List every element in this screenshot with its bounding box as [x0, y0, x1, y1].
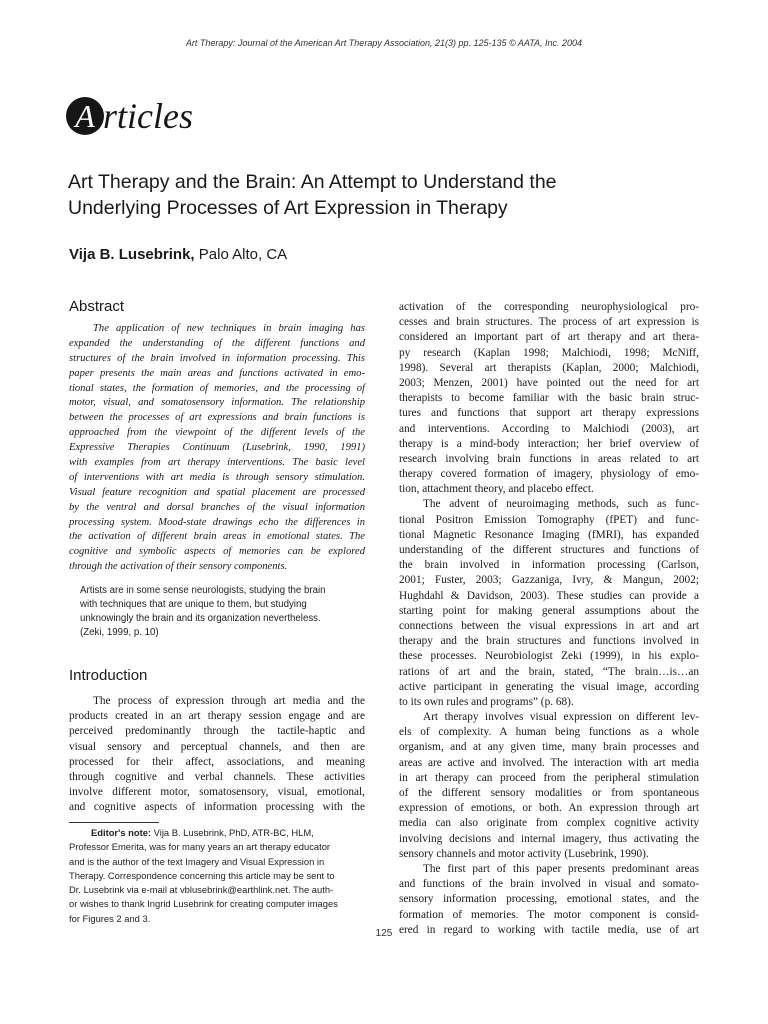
right-column-line: 1998). Several art therapists (Kaplan, 2000; Malchiodi, [399, 361, 699, 374]
editors-note-line: Therapy. Correspondence concerning this article may be sent to [69, 869, 335, 881]
right-column-line: 2001; Fuster, 2003; Gazzaniga, Ivry, & Mangun, 2002; [399, 574, 699, 587]
right-column-line: Art therapy involves visual expression on different lev- [423, 711, 699, 724]
right-column-line: areas are active and involved. The interaction with art media [399, 756, 699, 769]
right-column-line: activation of the corresponding neurophysiological pro- [399, 301, 699, 313]
right-column-line: to its own rules and programs” (p. 68). [399, 695, 574, 708]
right-column-line: sensory information processing, emotional states, and the [399, 893, 699, 906]
right-column-line: els of complexity. A human being functions as a whole [399, 726, 699, 739]
abstract-line: by the ventral and dorsal branches of the visual information [69, 501, 365, 513]
epigraph-quote [80, 584, 364, 640]
right-column-body [399, 300, 699, 938]
abstract-line: Visual feature recognition and spatial placement are processed [69, 486, 365, 498]
editors-note [69, 826, 365, 926]
abstract-line: through the activation of their sensory components. [69, 561, 288, 573]
intro-line: through cognitive and verbal channels. These activities [69, 770, 365, 783]
articles-logo [66, 92, 193, 140]
right-column-line: Hughdahl & Davidson, 2003). These studies can provide a [399, 589, 699, 602]
introduction-body [69, 694, 365, 816]
right-column-line: tional Positron Emission Tomography (fPET) and func- [399, 513, 699, 526]
right-column-line: the brain involved in information processing (Carlson, [399, 559, 699, 572]
quote-line: with techniques that are unique to them, but studying [80, 599, 307, 610]
editors-note-line: Professor Emerita, was for many years an art therapy educator [69, 841, 331, 853]
right-column-line: these processes. Neurobiologist Zeki (1999), in his explo- [399, 650, 699, 663]
abstract-line: The application of new techniques in brain imaging has [93, 323, 365, 334]
right-column-line: and interventions. According to Malchiodi (2003), art [399, 422, 699, 435]
right-column-line: therapy covered formation of imagery, physiology of emo- [399, 468, 699, 481]
abstract-heading: Abstract [69, 298, 125, 315]
right-column-line: tures and functions that support art therapy expressions [399, 407, 699, 420]
right-column-line: starting point for making general assumptions about the [399, 604, 699, 617]
right-column-line: py research (Kaplan 1998; Malchiodi, 1998; McNiff, [399, 346, 699, 359]
editors-note-line: for Figures 2 and 3. [69, 912, 151, 924]
right-column-line: understanding of the different structures and functions of [399, 544, 699, 556]
abstract-line: Expressive Therapies Continuum (Lusebrink, 1990, 1991) [69, 442, 365, 454]
right-column-line: ered in regard to working with tactile media, use of art [399, 923, 699, 936]
right-column-line: organism, and at any given time, many brain processes and [399, 741, 699, 754]
right-column-line: connections between the visual expressions in art and art [399, 619, 699, 632]
abstract-line: tional states, the formation of memories, and the processing of [69, 382, 365, 394]
right-column-line: 2003; Menzen, 2001) have pointed out the need for art [399, 376, 699, 389]
editors-note-line: Dr. Lusebrink via e-mail at vblusebrink@earthlink.net. The auth- [69, 884, 334, 896]
right-column-line: tional Magnetic Resonance Imaging (fMRI), has expanded [399, 528, 699, 541]
editors-note-label: Editor's note: [91, 827, 152, 838]
right-column-line: research involving brain functions in areas related to art [399, 452, 699, 465]
footnote-divider [69, 822, 159, 823]
right-column-line: media can also originate from complex cognitive activity [399, 817, 699, 830]
right-column-line: in art therapy can proceed from the peripheral stimulation [399, 771, 699, 784]
abstract-line: of interventions with art media is through sensory stimulation. [69, 471, 365, 483]
abstract-line: the activation of different brain areas in emotional states. The [69, 531, 365, 543]
abstract-line: expanded the understanding of the different functions and [69, 337, 365, 349]
intro-line: involve different motor, somatosensory, visual, emotional, [69, 786, 365, 799]
editors-note-line: or wishes to thank Ingrid Lusebrink for creating computer images [69, 898, 338, 910]
right-column-line: considered an important part of art therapy and art thera- [399, 331, 699, 344]
author-location: Palo Alto, CA [198, 246, 288, 263]
abstract-line: processing system. Mood-state drawings echo the differences in [69, 516, 365, 528]
right-column-line: rations of art and the brain, stated, “The brain…is…an [399, 665, 699, 678]
logo-initial-circle: A [66, 97, 104, 135]
right-column-line: The first part of this paper presents predominant areas [423, 862, 699, 875]
abstract-line: structures of the brain involved in information processing. This [69, 352, 365, 364]
author-line [69, 246, 287, 263]
right-column-line: formation of memories. The motor component is consid- [399, 908, 699, 921]
right-column-line: sensory channels and motor activity (Lusebrink, 1990). [399, 847, 649, 860]
abstract-line: cognitive and symbolic aspects of memories can be explored [69, 546, 365, 558]
right-column-line: therapy is a mind-body interaction; her brief overview of [399, 437, 699, 450]
abstract-line: with examples from art therapy interventions. The basic level [69, 457, 365, 469]
article-title [68, 169, 728, 221]
right-column-line: active participant in generating the visual image, according [399, 680, 699, 693]
right-column-line: involving decisions and internal imagery, thus activating the [399, 832, 699, 845]
right-column-line: tion, attachment theory, and placebo effect. [399, 483, 594, 496]
title-line-2: Underlying Processes of Art Expression in Therapy [68, 197, 508, 219]
intro-line: products created in an art therapy session engage and are [69, 710, 365, 723]
introduction-heading: Introduction [69, 667, 148, 684]
abstract-line: between the processes of art expressions and brain functions is [69, 412, 365, 424]
abstract-body [69, 322, 365, 575]
right-column-line: of the different sensory modalities or from spontaneous [399, 787, 699, 799]
author-name: Vija B. Lusebrink, [69, 246, 195, 263]
title-line-1: Art Therapy and the Brain: An Attempt to Understand the [68, 171, 557, 193]
page-number: 125 [375, 928, 393, 939]
intro-line: The process of expression through art media and the [93, 695, 365, 707]
right-column-line: therapy and the brain structures and functions involved in [399, 635, 699, 648]
quote-line: Artists are in some sense neurologists, studying the brain [80, 585, 326, 596]
right-column-line: and functions of the brain involved in visual and somato- [399, 878, 699, 891]
intro-line: perceived predominantly through the tactile-haptic and [69, 725, 365, 738]
right-column-line: therapists to become familiar with the basic brain struc- [399, 392, 699, 405]
running-head: Art Therapy: Journal of the American Art Therapy Association, 21(3) pp. 125-135 © AATA, Inc. 2004 [185, 38, 583, 48]
abstract-line: paper presents the main areas and functions activated in emo- [69, 367, 365, 379]
abstract-line: motor, visual, and somatosensory information. The relationship [69, 397, 365, 409]
editors-note-first-line-text: Vija B. Lusebrink, PhD, ATR-BC, HLM, [151, 827, 314, 838]
right-column-line: The advent of neuroimaging methods, such as func- [423, 498, 699, 511]
intro-line: visual sensory and perceptual channels, and then are [69, 740, 365, 753]
logo-text: rticles [103, 96, 193, 136]
intro-line: and cognitive aspects of information processing with the [69, 801, 365, 814]
quote-line: unknowingly the brain and its organization nevertheless. [80, 613, 321, 624]
quote-line: (Zeki, 1999, p. 10) [80, 627, 159, 638]
editors-note-first-line [69, 826, 365, 840]
abstract-line: approached from the viewpoint of the different levels of the [69, 427, 365, 439]
right-column-line: expression of emotions, or both. An expression through art [399, 802, 699, 815]
editors-note-line: and is the author of the text Imagery and Visual Expression in [69, 855, 325, 867]
intro-line: processed for their affect, associations, and meaning [69, 755, 365, 768]
right-column-line: cesses and brain structures. The process of art expression is [399, 316, 699, 329]
